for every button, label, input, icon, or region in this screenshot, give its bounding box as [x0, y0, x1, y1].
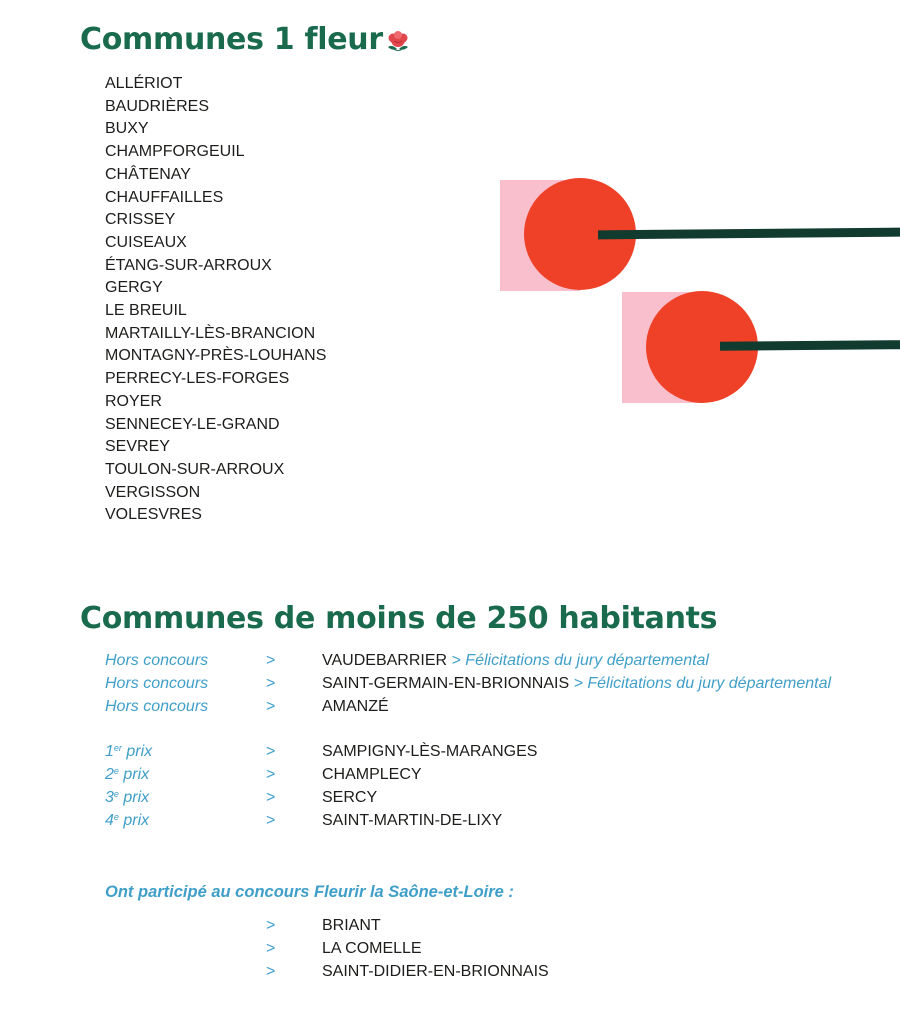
commune-name: SAINT-GERMAIN-EN-BRIONNAIS > Félicitations du jury départemental: [322, 675, 832, 692]
commune-name: SAINT-MARTIN-DE-LIXY: [322, 812, 503, 829]
commune-name: CHAMPLECY: [322, 766, 422, 783]
arrow-icon: >: [266, 766, 276, 783]
commune-item: BUXY: [105, 120, 149, 138]
commune-name: SAMPIGNY-LÈS-MARANGES: [322, 743, 538, 760]
prize-label: 1er prix: [105, 743, 153, 760]
participants-title: Ont participé au concours Fleurir la Saône-et-Loire :: [105, 883, 514, 901]
commune-item: ALLÉRIOT: [105, 75, 183, 92]
jury-note: > Félicitations du jury départemental: [451, 652, 709, 669]
commune-item: ROYER: [105, 392, 162, 410]
row-label: Hors concours: [105, 698, 209, 715]
commune-name: SERCY: [322, 789, 378, 806]
commune-item: CHAMPFORGEUIL: [105, 143, 245, 161]
commune-item: MONTAGNY-PRÈS-LOUHANS: [105, 347, 327, 365]
prize-ordinal: er: [113, 743, 122, 753]
arrow-icon: >: [266, 812, 276, 829]
arrow-icon: >: [266, 743, 276, 760]
section-title-moins-250: Communes de moins de 250 habitants: [80, 601, 718, 636]
commune-item: ÉTANG-SUR-ARROUX: [105, 256, 272, 274]
arrow-icon: >: [266, 963, 276, 980]
commune-item: CHAUFFAILLES: [105, 188, 224, 206]
flower-icon: [384, 30, 412, 56]
prize-ordinal: e: [113, 812, 119, 822]
commune-item: SENNECEY-LE-GRAND: [105, 415, 280, 433]
arrow-icon: >: [266, 675, 276, 692]
commune-item: CUISEAUX: [105, 233, 187, 251]
commune-item: GERGY: [105, 279, 163, 297]
communes-1-fleur-list: [105, 73, 326, 527]
commune-item: TOULON-SUR-ARROUX: [105, 460, 285, 478]
commune-item: BAUDRIÈRES: [105, 97, 210, 115]
commune-name: SAINT-DIDIER-EN-BRIONNAIS: [322, 963, 549, 980]
commune-item: SEVREY: [105, 438, 170, 456]
commune-item: CRISSEY: [105, 211, 176, 229]
commune-item: CHÂTENAY: [105, 165, 191, 183]
commune-name: LA COMELLE: [322, 940, 422, 957]
commune-name: VAUDEBARRIER > Félicitations du jury départemental: [322, 652, 709, 669]
prize-ordinal: e: [113, 766, 119, 776]
commune-item: PERRECY-LES-FORGES: [105, 370, 290, 388]
commune-item: VERGISSON: [105, 483, 201, 501]
section-title-1-fleur: Communes 1 fleur: [80, 22, 383, 57]
prize-ordinal: e: [113, 789, 119, 799]
row-label: Hors concours: [105, 675, 209, 692]
prize-label: 2e prix: [105, 766, 150, 783]
prize-label: 3e prix: [105, 789, 150, 806]
row-label: Hors concours: [105, 652, 209, 669]
arrow-icon: >: [266, 917, 276, 934]
arrow-icon: >: [266, 940, 276, 957]
commune-name: AMANZÉ: [322, 698, 389, 715]
arrow-icon: >: [266, 698, 276, 715]
commune-name: BRIANT: [322, 917, 381, 934]
commune-item: MARTAILLY-LÈS-BRANCION: [105, 324, 316, 342]
arrow-icon: >: [266, 652, 276, 669]
jury-note: > Félicitations du jury départemental: [573, 675, 832, 692]
commune-item: VOLESVRES: [105, 506, 202, 524]
arrow-icon: >: [266, 789, 276, 806]
commune-item: LE BREUIL: [105, 302, 187, 320]
prize-label: 4e prix: [105, 812, 150, 829]
